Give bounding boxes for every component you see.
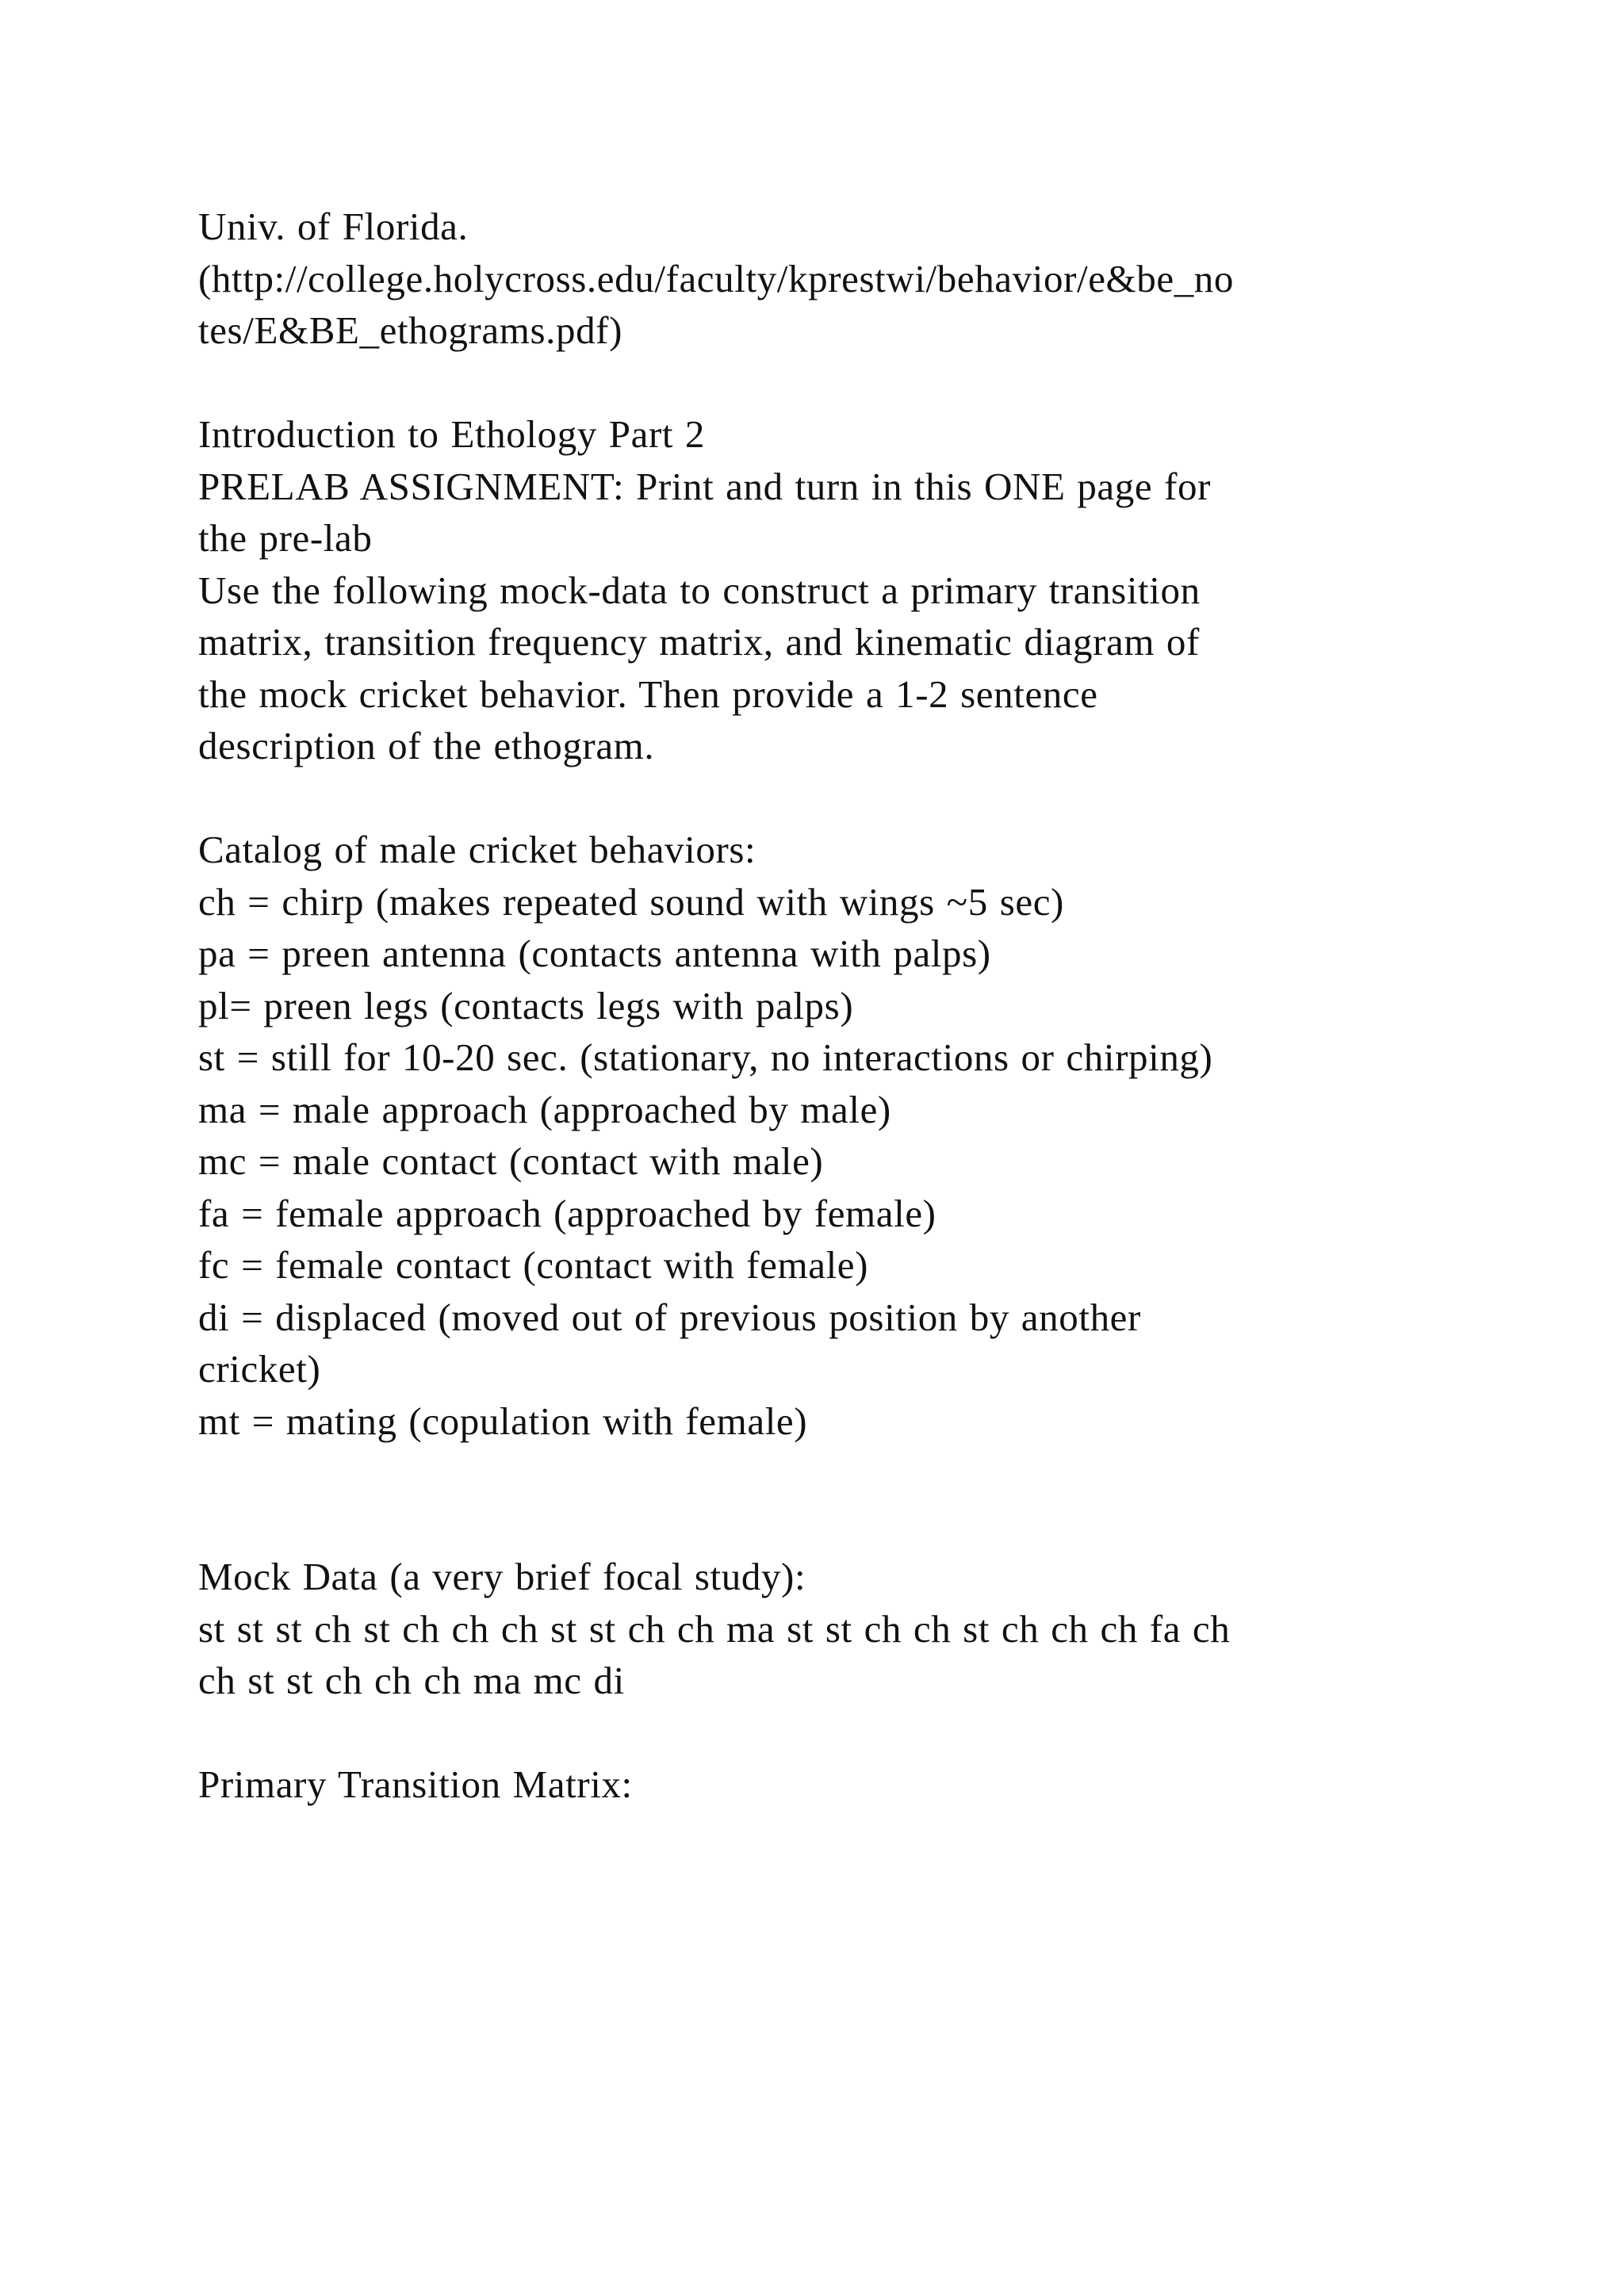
instruction-line: description of the ethogram. [198,724,655,767]
catalog-item: pa = preen antenna (contacts antenna with palps) [198,932,991,975]
reference-url-line: tes/E&BE_ethograms.pdf) [198,308,622,352]
catalog-item: ch = chirp (makes repeated sound with wings ~5 sec) [198,879,1064,924]
instruction-line: PRELAB ASSIGNMENT: Print and turn in this ONE page for [198,464,1212,508]
document-body [198,201,1435,1811]
matrix-heading: Primary Transition Matrix: [198,1762,633,1806]
catalog-heading: Catalog of male cricket behaviors: [198,828,756,871]
section-title: Introduction to Ethology Part 2 [198,412,706,456]
paragraph-spacer [198,1447,1435,1551]
mock-data-heading: Mock Data (a very brief focal study): [198,1555,806,1598]
instruction-line: Use the following mock-data to construct a primary transition [198,568,1201,612]
instruction-line: the pre-lab [198,516,373,560]
catalog-item: fa = female approach (approached by female) [198,1191,936,1235]
reference-line: Univ. of Florida. [198,205,469,248]
paragraph-spacer [198,357,1435,409]
catalog-item: ma = male approach (approached by male) [198,1087,891,1131]
reference-url-line: (http://college.holycross.edu/faculty/kprestwi/behavior/e&be_no [198,256,1235,300]
catalog-item: di = displaced (moved out of previous position by another [198,1295,1141,1339]
catalog-item: cricket) [198,1347,321,1391]
catalog-item: mt = mating (copulation with female) [198,1399,808,1443]
catalog-item: mc = male contact (contact with male) [198,1139,824,1183]
catalog-item: pl= preen legs (contacts legs with palps) [198,983,854,1027]
instruction-line: matrix, transition frequency matrix, and kinematic diagram of [198,620,1200,664]
paragraph-spacer [198,772,1435,825]
paragraph-spacer [198,1707,1435,1759]
catalog-item: st = still for 10-20 sec. (stationary, no interactions or chirping) [198,1035,1213,1079]
mock-data-sequence: ch st st ch ch ch ma mc di [198,1659,625,1702]
instruction-line: the mock cricket behavior. Then provide a 1-2 sentence [198,672,1098,716]
catalog-item: fc = female contact (contact with female) [198,1243,869,1287]
mock-data-sequence: st st st ch st ch ch ch st st ch ch ma st st ch ch st ch ch ch fa ch [198,1606,1231,1651]
